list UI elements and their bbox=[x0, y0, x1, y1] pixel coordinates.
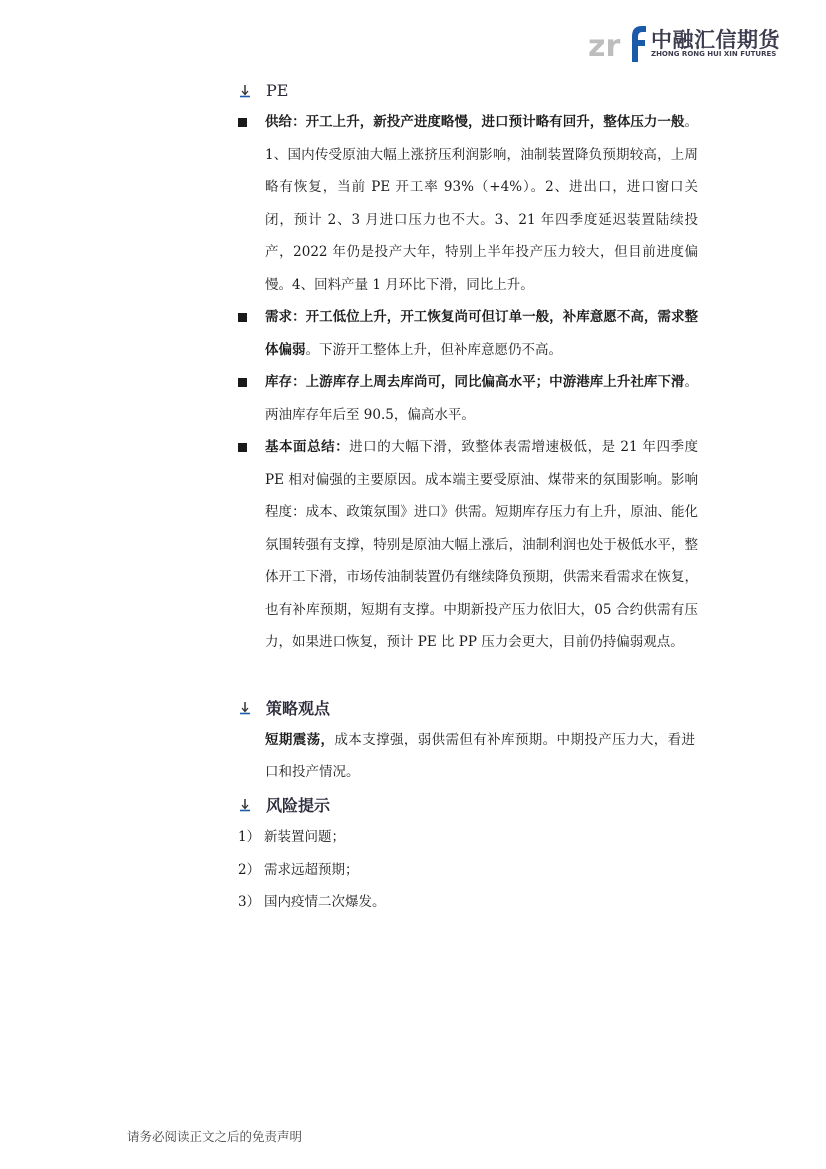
bullet-body-text: 。1、国内传受原油大幅上涨挤压利润影响，油制装置降负预期较高，上周略有恢复，当前 PE 开工率 93%（+4%）。2、进出口，进口窗口关闭，预计 2、3 月进口压力也不大。3、21 年四季度延迟装置陆续投产，2022 年仍是投产大年，特别上半年投产压力较大，但目前进度偏慢。4、回料产量 1 月环比下滑，同比上升。 bbox=[265, 114, 698, 293]
bullet-bold-lead: 库存：上游库存上周去库尚可，同比偏高水平；中游港库上升社库下滑 bbox=[265, 374, 685, 390]
strategy-paragraph bbox=[265, 724, 695, 788]
bullet-body-text: 进口的大幅下滑，致整体表需增速极低，是 21 年四季度 PE 相对偏强的主要原因。成本端主要受原油、煤带来的氛围影响。影响程度：成本、政策氛围》进口》供需。短期库存压力有上升，原油、能化氛围转强有支撑，特别是原油大幅上涨后，油制利润也处于极低水平，整体开工下滑，市场传油制装置仍有继续降负预期，供需来看需求在恢复，也有补库预期，短期有支撑。中期新投产压力依旧大，05 合约供需有压力，如果进口恢复，预计 PE 比 PP 压力会更大，目前仍持偏弱观点。 bbox=[265, 439, 699, 650]
square-bullet-icon bbox=[238, 118, 247, 127]
down-arrow-icon bbox=[238, 82, 252, 98]
section-title-strategy: 策略观点 bbox=[266, 698, 331, 718]
company-logo bbox=[588, 20, 778, 64]
section-title-pe: PE bbox=[266, 80, 289, 100]
bullet-bold-lead: 供给：开工上升，新投产进度略慢，进口预计略有回升，整体压力一般 bbox=[265, 114, 685, 130]
bullet-paragraph bbox=[265, 431, 698, 659]
risk-item-text: 国内疫情二次爆发。 bbox=[264, 894, 386, 910]
disclaimer-footer: 请务必阅读正文之后的免责声明 bbox=[127, 1129, 303, 1144]
strategy-bold-lead: 短期震荡， bbox=[265, 732, 335, 748]
bullet-paragraph bbox=[265, 366, 698, 431]
company-name-en: ZHONG RONG HUI XIN FUTURES bbox=[651, 50, 777, 58]
section-heading-strategy bbox=[238, 695, 330, 719]
risk-item-number: 3） bbox=[238, 894, 261, 910]
section-heading-pe bbox=[238, 78, 288, 102]
bullet-body-text: 。下游开工整体上升，但补库意愿仍不高。 bbox=[305, 341, 562, 358]
bullet-inventory bbox=[238, 366, 698, 431]
bullet-paragraph bbox=[265, 106, 698, 301]
down-arrow-icon bbox=[238, 796, 252, 812]
bullet-body-text: 。两油库存年后至 90.5，偏高水平。 bbox=[265, 374, 698, 423]
risk-item-text: 需求远超预期； bbox=[264, 862, 359, 878]
risk-item bbox=[238, 860, 359, 880]
risk-item bbox=[238, 827, 345, 847]
square-bullet-icon bbox=[238, 443, 247, 452]
risk-item-number: 1） bbox=[238, 829, 261, 845]
bullet-bold-lead: 基本面总结： bbox=[265, 439, 350, 455]
section-title-risk: 风险提示 bbox=[266, 795, 331, 815]
strategy-body-text: 成本支撑强，弱供需但有补库预期。中期投产压力大，看进口和投产情况。 bbox=[265, 732, 696, 780]
svg-text:zr: zr bbox=[588, 29, 621, 64]
down-arrow-icon bbox=[238, 699, 252, 715]
company-name-cn: 中融汇信期货 bbox=[651, 28, 780, 52]
bullet-demand bbox=[238, 301, 698, 366]
zrf-logo-mark bbox=[588, 22, 648, 64]
bullet-bold-lead: 需求：开工低位上升，开工恢复尚可但订单一般，补库意愿不高，需求整体偏弱 bbox=[265, 309, 698, 358]
bullet-supply bbox=[238, 106, 698, 301]
risk-item bbox=[238, 892, 386, 912]
bullet-paragraph bbox=[265, 301, 698, 366]
square-bullet-icon bbox=[238, 378, 247, 387]
section-heading-risk bbox=[238, 792, 330, 816]
risk-item-number: 2） bbox=[238, 862, 261, 878]
square-bullet-icon bbox=[238, 313, 247, 322]
bullet-fundamentals-summary bbox=[238, 431, 698, 659]
risk-item-text: 新装置问题； bbox=[264, 829, 345, 845]
